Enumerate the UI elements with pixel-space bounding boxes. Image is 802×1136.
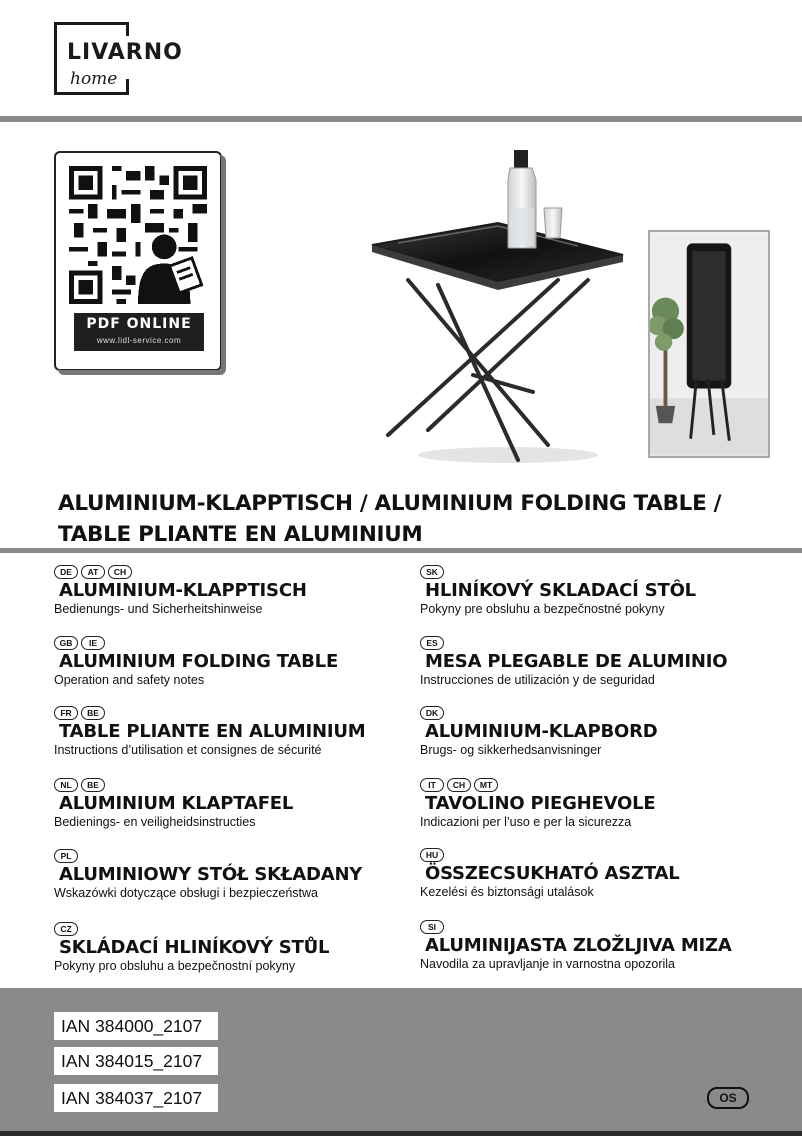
- bottom-divider: [0, 1131, 802, 1136]
- country-badges: [54, 703, 365, 717]
- lang-subtitle: Instrucciones de utilización y de seguridad: [420, 673, 655, 687]
- lang-title: SKLÁDACÍ HLINÍKOVÝ STŮL: [59, 937, 330, 958]
- os-badge: OS: [707, 1087, 749, 1109]
- lang-title: TABLE PLIANTE EN ALUMINIUM: [59, 721, 366, 742]
- lang-title: TAVOLINO PIEGHEVOLE: [425, 793, 656, 814]
- lang-block-hu: [420, 845, 680, 899]
- lang-title: MESA PLEGABLE DE ALUMINIO: [425, 651, 728, 672]
- country-badges: [54, 846, 362, 860]
- country-badges: [420, 917, 732, 931]
- country-badges: [420, 775, 656, 789]
- country-badge: DK: [420, 706, 444, 720]
- lang-title: ALUMINIUM FOLDING TABLE: [59, 651, 339, 672]
- lang-subtitle: Pokyny pro obsluhu a bezpečnostní pokyny: [54, 959, 296, 973]
- country-badge: CZ: [54, 922, 78, 936]
- country-badge: PL: [54, 849, 78, 863]
- country-badge: ES: [420, 636, 444, 650]
- lang-title: ALUMINIUM-KLAPPTISCH: [59, 580, 307, 601]
- country-badge: IT: [420, 778, 444, 792]
- lang-block-es: [420, 633, 727, 687]
- country-badge: IE: [81, 636, 105, 650]
- lang-subtitle: Bedienungs- und Sicherheitshinweise: [54, 602, 263, 616]
- lang-block-de: [54, 562, 307, 616]
- qr-code-icon[interactable]: [69, 166, 207, 304]
- ian-number: IAN 384015_2107: [54, 1047, 218, 1075]
- ian-number: IAN 384037_2107: [54, 1084, 218, 1112]
- product-photo-folded: [648, 230, 770, 458]
- country-badges: [54, 919, 329, 933]
- lang-block-si: [420, 917, 732, 971]
- country-badge: CH: [447, 778, 471, 792]
- country-badge: SI: [420, 920, 444, 934]
- lang-block-nl: [54, 775, 293, 829]
- lang-subtitle: Bedienings- en veiligheidsinstructies: [54, 815, 256, 829]
- country-badge: BE: [81, 706, 105, 720]
- lang-subtitle: Wskazówki dotyczące obsługi i bezpieczeństwa: [54, 886, 319, 900]
- country-badges: [54, 633, 338, 647]
- main-title-line-1: ALUMINIUM-KLAPPTISCH / ALUMINIUM FOLDING TABLE /: [58, 491, 722, 516]
- lang-title: ALUMINIUM KLAPTAFEL: [59, 793, 294, 814]
- pdf-online-title: PDF ONLINE: [86, 316, 192, 332]
- main-title: [58, 488, 788, 550]
- main-title-line-2: TABLE PLIANTE EN ALUMINIUM: [58, 522, 423, 547]
- country-badge: HU: [420, 848, 444, 862]
- lang-title: ALUMINIJASTA ZLOŽLJIVA MIZA: [425, 935, 732, 956]
- footer-band: [0, 988, 802, 1136]
- ian-number: IAN 384000_2107: [54, 1012, 218, 1040]
- lang-block-pl: [54, 846, 362, 900]
- lang-title: ALUMINIOWY STÓŁ SKŁADANY: [59, 864, 363, 885]
- lang-subtitle: Instructions d’utilisation et consignes de sécurité: [54, 743, 322, 757]
- lang-block-cz: [54, 919, 329, 973]
- lang-subtitle: Kezelési és biztonsági utalások: [420, 885, 594, 899]
- lang-subtitle: Operation and safety notes: [54, 673, 205, 687]
- country-badge: DE: [54, 565, 78, 579]
- lang-block-it: [420, 775, 656, 829]
- top-divider: [0, 116, 802, 122]
- country-badge: MT: [474, 778, 498, 792]
- country-badge: AT: [81, 565, 105, 579]
- lang-title: HLINÍKOVÝ SKLADACÍ STÔL: [425, 580, 696, 601]
- country-badge: SK: [420, 565, 444, 579]
- country-badges: [420, 703, 658, 717]
- lang-subtitle: Indicazioni per l’uso e per la sicurezza: [420, 815, 632, 829]
- country-badges: [420, 845, 680, 859]
- lang-subtitle: Navodila za upravljanje in varnostna opozorila: [420, 957, 676, 971]
- lang-subtitle: Brugs- og sikkerhedsanvisninger: [420, 743, 602, 757]
- logo-brand-text: LIVARNO: [67, 40, 183, 65]
- lang-title: ALUMINIUM-KLAPBORD: [425, 721, 658, 742]
- lang-subtitle: Pokyny pre obsluhu a bezpečnostné pokyny: [420, 602, 665, 616]
- country-badges: [54, 562, 307, 576]
- country-badges: [420, 633, 727, 647]
- country-badge: NL: [54, 778, 78, 792]
- lang-block-fr: [54, 703, 365, 757]
- product-photo-table: [358, 130, 628, 475]
- lang-block-sk: [420, 562, 696, 616]
- title-divider: [0, 548, 802, 553]
- country-badge: BE: [81, 778, 105, 792]
- country-badge: GB: [54, 636, 78, 650]
- country-badges: [54, 775, 293, 789]
- lang-block-gb: [54, 633, 338, 687]
- lang-block-dk: [420, 703, 658, 757]
- country-badges: [420, 562, 696, 576]
- lang-title: ÖSSZECSUKHATÓ ASZTAL: [425, 863, 680, 884]
- country-badge: CH: [108, 565, 132, 579]
- pdf-online-banner[interactable]: [74, 313, 204, 351]
- country-badge: FR: [54, 706, 78, 720]
- logo-sub-text: home: [70, 69, 118, 89]
- pdf-online-url: www.lidl-service.com: [96, 336, 182, 345]
